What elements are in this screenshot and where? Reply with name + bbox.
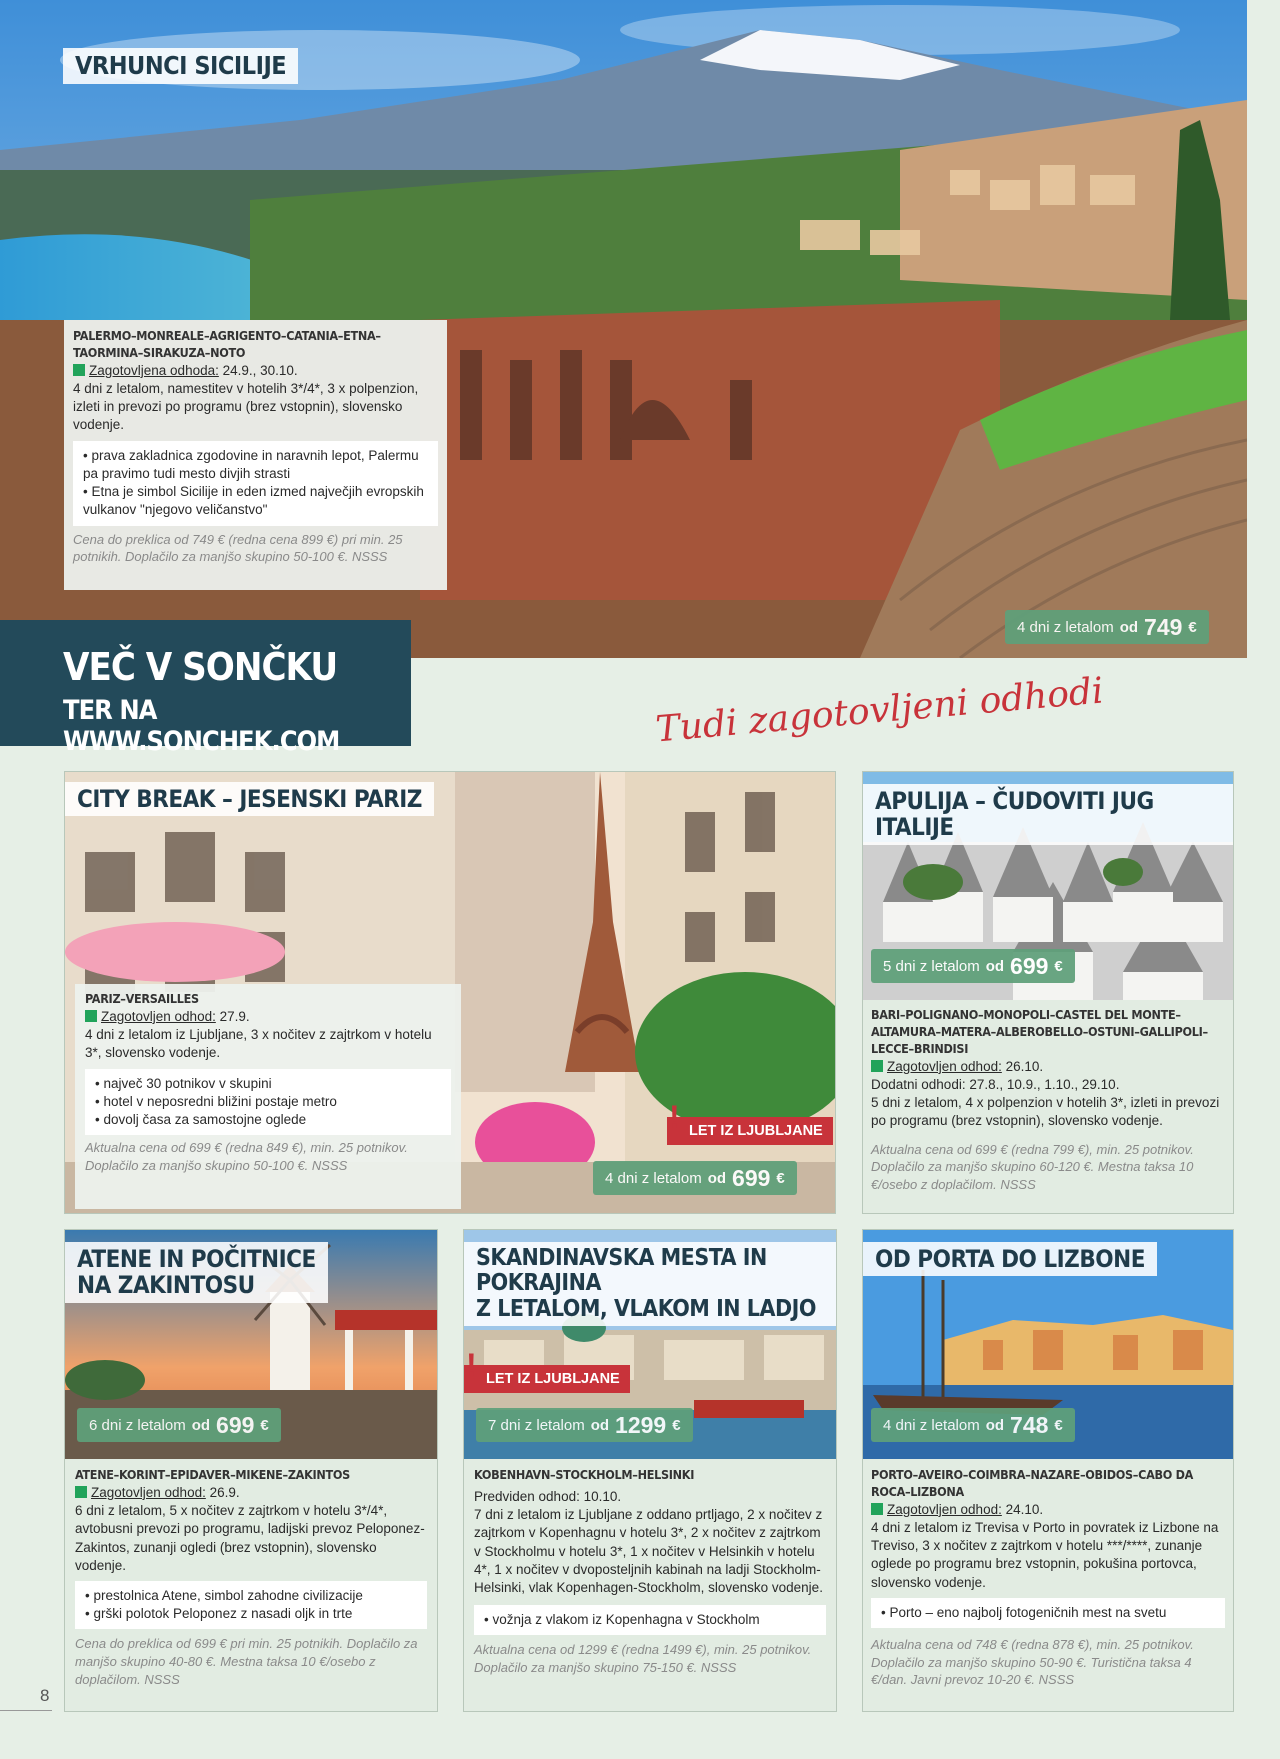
green-square-icon	[75, 1486, 87, 1498]
skandinavija-info	[474, 1467, 826, 1677]
list-item: • Porto – eno najbolj fotogeničnih mest na svetu	[881, 1604, 1215, 1622]
list-item: • hotel v neposredni bližini postaje metro	[95, 1093, 441, 1111]
banner-line1: VEČ V SONČKU	[63, 645, 338, 689]
porto-price: 4 dni z letalom od 748 €	[871, 1408, 1075, 1442]
promo-banner	[0, 620, 411, 757]
apulija-extra-dates: Dodatni odhodi: 27.8., 10.9., 1.10., 29.10.	[871, 1076, 1120, 1092]
pariz-bullets	[85, 1069, 451, 1136]
skandinavija-title: SKANDINAVSKA MESTA IN POKRAJINA Z LETALOM, VLAKOM IN LADJO	[464, 1242, 836, 1326]
skandinavija-note: Aktualna cena od 1299 € (redna 1499 €), min. 25 potnikov. Doplačilo za manjšo skupino 75-150 €. NSSS	[474, 1642, 812, 1675]
card-skandinavija[interactable]	[463, 1229, 837, 1712]
pariz-route: PARIZ–VERSAILLES	[85, 991, 199, 1006]
apulija-description: 5 dni z letalom, 4 x polpenzion v hotelih 3*, izleti in prevozi po programu (brez vstopnin), slovensko vodenje.	[871, 1095, 1220, 1129]
porto-route: PORTO–AVEIRO–COIMBRA–NAZARE–OBIDOS–CABO DA ROCA–LIZBONA	[871, 1467, 1194, 1499]
porto-note: Aktualna cena od 748 € (redna 878 €), min. 25 potnikov. Doplačilo za manjšo skupino 50-90 €. Turistična taksa 4 €/dan. Javni prevoz 10-20 €. NSSS	[871, 1637, 1194, 1688]
hero-price: 4 dni z letalom od 749 €	[1005, 610, 1209, 644]
exclamation-icon: !	[466, 1347, 477, 1383]
hero-bullets	[73, 441, 438, 526]
skandinavija-description: 7 dni z letalom iz Ljubljane z oddano prtljago, 2 x nočitev z zajtrkom v Kopenhagnu v hotelu 3*, 2 x nočitev z zajtrkom v Stockholmu v hotelu 3*, 1 x nočitev v Helsinkih v hotelu 4*, 1 x nočitev v dvoposteljnih kabinah na ladji Stockholm-Helsinki, vlak Kopenhagen-Stockholm, slovensko vodenje.	[474, 1507, 823, 1595]
hero-description: 4 dni z letalom, namestitev v hotelih 3*/4*, 3 x polpenzion, izleti in prevozi po programu (brez vstopnin), slovensko vodenje.	[73, 380, 419, 433]
pariz-price: 4 dni z letalom od 699 €	[593, 1161, 797, 1195]
atene-info	[75, 1467, 427, 1688]
card-porto[interactable]	[862, 1229, 1234, 1712]
list-item: • prestolnica Atene, simbol zahodne civilizacije	[85, 1587, 417, 1605]
list-item: • največ 30 potnikov v skupini	[95, 1075, 441, 1093]
apulija-odhod: Zagotovljen odhod: 26.10.	[871, 1058, 1225, 1076]
hero-info-box	[64, 320, 447, 590]
porto-odhod: Zagotovljen odhod: 24.10.	[871, 1501, 1225, 1519]
card-pariz[interactable]	[64, 771, 836, 1214]
list-item: • Etna je simbol Sicilije in eden izmed največjih evropskih vulkanov "njegovo veličanstvo"	[83, 483, 428, 519]
page-divider	[0, 1710, 52, 1711]
hero-note: Cena do preklica od 749 € (redna cena 899 €) pri min. 25 potnikih. Doplačilo za manjšo skupino 50-100 €. NSSS	[73, 531, 403, 565]
atene-description: 6 dni z letalom, 5 x nočitev z zajtrkom v hotelu 3*/4*, avtobusni prevozi po programu, ladijski prevoz Peloponez-Zakintos, zunanji ogledi (brez vstopnin), slovensko vodenje.	[75, 1503, 425, 1573]
pariz-title: CITY BREAK – JESENSKI PARIZ	[65, 782, 434, 816]
apulija-route: BARI–POLIGNANO–MONOPOLI–CASTEL DEL MONTE–ALTAMURA–MATERA–ALBEROBELLO–OSTUNI–GALLIPOLI–LECCE–BRINDISI	[871, 1007, 1208, 1056]
list-item: • grški polotok Peloponez z nasadi oljk in trte	[85, 1605, 417, 1623]
atene-note: Cena do preklica od 699 € pri min. 25 potnikih. Doplačilo za manjšo skupino 40-80 €. Mestna taksa 10 €/osebo z doplačilom. NSSS	[75, 1636, 418, 1687]
green-square-icon	[871, 1060, 883, 1072]
banner-line2: TER NA WWW.SONCHEK.COM	[63, 695, 340, 757]
atene-route: ATENE–KORINT–EPIDAVER–MIKENE–ZAKINTOS	[75, 1467, 350, 1482]
porto-info	[871, 1467, 1225, 1689]
pariz-description: 4 dni z letalom iz Ljubljane, 3 x nočitev z zajtrkom v hotelu 3*, slovensko vodenje.	[85, 1027, 432, 1061]
atene-price: 6 dni z letalom od 699 €	[77, 1408, 281, 1442]
skandinavija-odhod: Predviden odhod: 10.10.	[474, 1488, 622, 1504]
list-item: • prava zakladnica zgodovine in naravnih lepot, Palermu pa pravimo tudi mesto divjih strasti	[83, 447, 428, 483]
atene-bullets	[75, 1581, 427, 1629]
hero-route: PALERMO–MONREALE–AGRIGENTO–CATANIA–ETNA–TAORMINA–SIRAKUZA–NOTO	[73, 328, 381, 360]
script-heading: Tudi zagotovljeni odhodi	[654, 670, 1106, 751]
atene-odhod: Zagotovljen odhod: 26.9.	[75, 1484, 427, 1502]
card-apulija[interactable]	[862, 771, 1234, 1214]
list-item: • vožnja z vlakom iz Kopenhagna v Stockholm	[484, 1611, 816, 1629]
apulija-title: APULIJA – ČUDOVITI JUG ITALIJE	[863, 784, 1233, 845]
card-atene[interactable]	[64, 1229, 438, 1712]
green-square-icon	[73, 364, 85, 376]
porto-description: 4 dni z letalom iz Trevisa v Porto in povratek iz Lizbone na Treviso, 3 x nočitev z zajtrkom v hotelu ***/****, zunanje oglede po programu brez vstopnin, pokušina portovca, slovensko vodenje.	[871, 1519, 1219, 1590]
apulija-info	[871, 1007, 1225, 1193]
apulija-note: Aktualna cena od 699 € (redna 799 €), min. 25 potnikov. Doplačilo za manjšo skupino 60-120 €. Mestna taksa 10 €/osebo z doplačilom. NSSS	[871, 1141, 1194, 1192]
exclamation-icon: !	[669, 1099, 680, 1135]
skandinavija-route: KOBENHAVN–STOCKHOLM–HELSINKI	[474, 1467, 695, 1482]
apulija-price: 5 dni z letalom od 699 €	[871, 949, 1075, 983]
pariz-odhod: Zagotovljen odhod: 27.9.	[85, 1008, 451, 1026]
green-square-icon	[85, 1010, 97, 1022]
hero-title: VRHUNCI SICILIJE	[63, 48, 298, 84]
page-number: 8	[40, 1686, 50, 1705]
list-item: • dovolj časa za samostojne oglede	[95, 1111, 441, 1129]
atene-title: ATENE IN POČITNICE NA ZAKINTOSU	[65, 1242, 328, 1303]
skandinavija-bullets	[474, 1605, 826, 1635]
pariz-info-box	[75, 984, 461, 1209]
skandinavija-price: 7 dni z letalom od 1299 €	[476, 1408, 693, 1442]
pariz-let-badge: ! LET IZ LJUBLJANE	[667, 1117, 833, 1145]
porto-bullets	[871, 1598, 1225, 1628]
skandinavija-let-badge: ! LET IZ LJUBLJANE	[464, 1365, 630, 1393]
pariz-note: Aktualna cena od 699 € (redna 849 €), min. 25 potnikov. Doplačilo za manjšo skupino 50-100 €. NSSS	[85, 1140, 408, 1173]
green-square-icon	[871, 1503, 883, 1515]
hero-odhod: Zagotovljena odhoda: 24.9., 30.10.	[73, 362, 438, 380]
porto-title: OD PORTA DO LIZBONE	[863, 1242, 1157, 1276]
